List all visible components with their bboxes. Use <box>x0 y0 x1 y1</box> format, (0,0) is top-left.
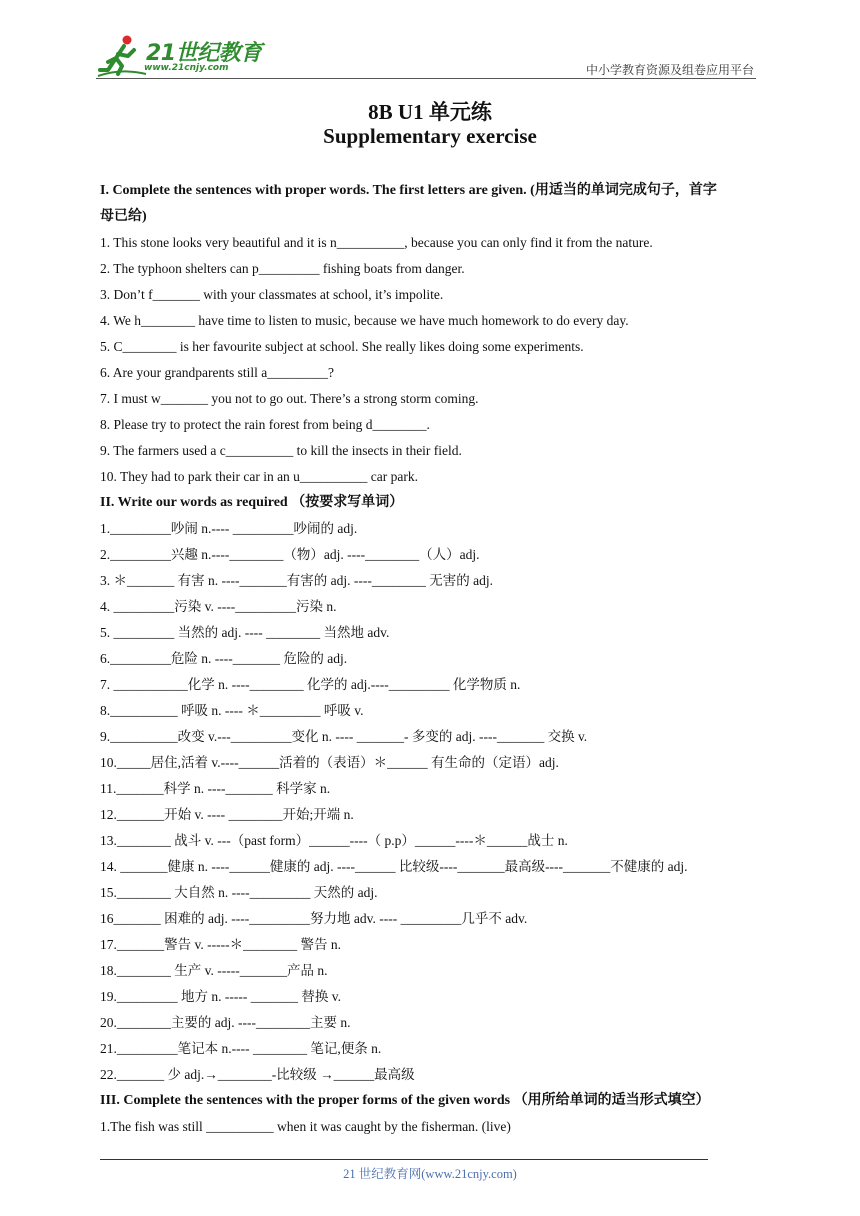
page-footer: 21 世纪教育网(www.21cnjy.com) <box>343 1167 517 1181</box>
question-item: 1. This stone looks very beautiful and it is n__________, because you can only find it from the nature. <box>100 235 653 250</box>
word-item: 12._______开始 v. ---- ________开始;开端 n. <box>100 807 354 822</box>
section-1-heading: I. Complete the sentences with proper words. The first letters are given. (用适当的单词完成句子，首字 <box>100 183 717 198</box>
section-1-heading-cont: 母已给) <box>100 209 147 224</box>
question-item: 1.The fish was still __________ when it was caught by the fisherman. (live) <box>100 1119 511 1134</box>
section-3-heading: III. Complete the sentences with the proper forms of the given words （用所给单词的适当形式填空） <box>100 1093 710 1108</box>
word-item: 21._________笔记本 n.---- ________ 笔记,便条 n. <box>100 1041 382 1056</box>
word-item: 15.________ 大自然 n. ----_________ 天然的 adj. <box>100 885 378 900</box>
question-item: 6. Are your grandparents still a_________? <box>100 365 334 380</box>
word-item: 10._____居住,活着 v.----______活着的（表语）＊______ 有生命的（定语）adj. <box>100 755 559 770</box>
section-2-heading: II. Write our words as required （按要求写单词） <box>100 495 404 510</box>
header-divider <box>96 78 756 79</box>
word-item: 11._______科学 n. ----_______ 科学家 n. <box>100 781 331 796</box>
logo-title: 21世纪教育 <box>146 41 262 66</box>
runner-logo-icon <box>96 34 148 78</box>
word-item: 2._________兴趣 n.----________（物）adj. ----________（人）adj. <box>100 547 480 562</box>
word-item: 8.__________ 呼吸 n. ---- ＊_________ 呼吸 v. <box>100 703 364 718</box>
section-2 <box>100 490 765 1088</box>
exercise-content <box>100 178 765 1140</box>
word-item: 9.__________改变 v.---_________变化 n. ---- _______- 多变的 adj. ----_______ 交换 v. <box>100 729 588 744</box>
word-item: 6._________危险 n. ----_______ 危险的 adj. <box>100 651 348 666</box>
site-logo <box>96 34 266 78</box>
page-subtitle: Supplementary exercise <box>323 124 537 148</box>
question-item: 3. Don’t f_______ with your classmates at school, it’s impolite. <box>100 287 444 302</box>
question-item: 5. C________ is her favourite subject at school. She really likes doing some experiments. <box>100 339 584 354</box>
word-item: 3. ＊_______ 有害 n. ----_______有害的 adj. ----________ 无害的 adj. <box>100 573 493 588</box>
question-item: 9. The farmers used a c__________ to kill the insects in their field. <box>100 443 462 458</box>
word-item: 20.________主要的 adj. ----________主要 n. <box>100 1015 351 1030</box>
section-3 <box>100 1088 765 1140</box>
word-item: 17._______警告 v. -----＊________ 警告 n. <box>100 937 341 952</box>
word-item: 19._________ 地方 n. ----- _______ 替换 v. <box>100 989 341 1004</box>
word-item: 16_______ 困难的 adj. ----_________努力地 adv. ---- _________几乎不 adv. <box>100 911 528 926</box>
question-item: 8. Please try to protect the rain forest from being d________. <box>100 417 430 432</box>
question-item: 2. The typhoon shelters can p_________ fishing boats from danger. <box>100 261 465 276</box>
word-item: 22._______ 少 adj.→________-比较级 →______最高级 <box>100 1067 415 1082</box>
word-item: 5. _________ 当然的 adj. ---- ________ 当然地 adv. <box>100 625 390 640</box>
section-1 <box>100 178 765 490</box>
question-item: 10. They had to park their car in an u__________ car park. <box>100 469 419 484</box>
word-item: 18.________ 生产 v. -----_______产品 n. <box>100 963 328 978</box>
question-item: 7. I must w_______ you not to go out. There’s a strong storm coming. <box>100 391 479 406</box>
page-title: 8B U1 单元练 <box>368 100 492 124</box>
logo-url: www.21cnjy.com <box>144 63 229 73</box>
platform-name: 中小学教育资源及组卷应用平台 <box>585 63 754 77</box>
question-item: 4. We h________ have time to listen to music, because we have much homework to do every day. <box>100 313 629 328</box>
page-header <box>0 0 860 80</box>
word-item: 1._________吵闹 n.---- _________吵闹的 adj. <box>100 521 358 536</box>
word-item: 7. ___________化学 n. ----________ 化学的 adj.----_________ 化学物质 n. <box>100 677 521 692</box>
word-item: 14. _______健康 n. ----______健康的 adj. ----______ 比较级----_______最高级----_______不健康的 adj. <box>100 859 688 874</box>
word-item: 4. _________污染 v. ----_________污染 n. <box>100 599 337 614</box>
footer-divider <box>100 1159 708 1160</box>
word-item: 13.________ 战斗 v. ---（past form）______----（ p.p）______----＊______战士 n. <box>100 833 568 848</box>
